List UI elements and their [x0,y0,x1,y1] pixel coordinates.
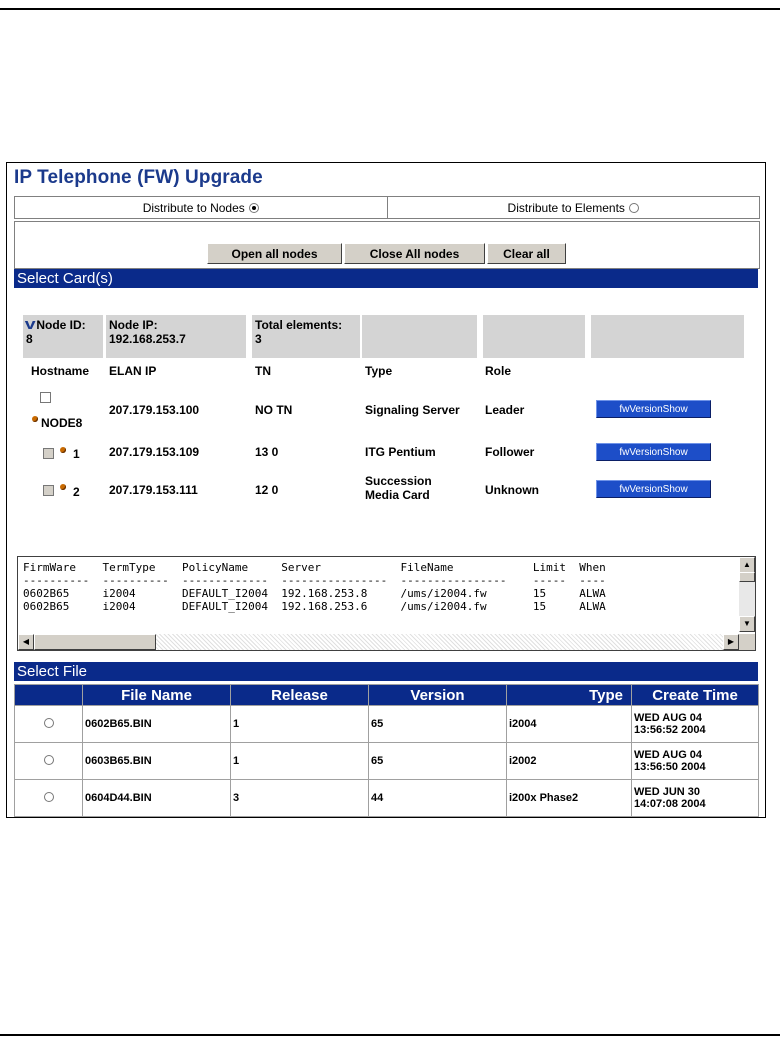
role-cell: Leader [485,403,525,417]
total-elements-value: 3 [255,332,262,346]
create-time-cell [632,743,759,780]
node-id-value: 8 [26,332,33,346]
create-time: 13:56:52 2004 [634,724,706,736]
type-cell: i200x Phase2 [507,780,632,817]
status-dot-icon [32,416,38,422]
node-ip-cell [106,315,246,358]
horizontal-scroll-thumb[interactable] [34,634,156,650]
total-elements-cell [252,315,360,358]
scroll-up-icon[interactable]: ▲ [739,557,755,573]
select-node8-checkbox[interactable] [40,392,51,403]
create-date: WED AUG 04 [634,749,703,761]
col-elan-ip: ELAN IP [109,364,157,378]
distribute-elements-radio[interactable] [629,203,639,213]
table-row[interactable] [15,780,759,817]
distribute-nodes-option[interactable] [15,197,387,218]
version-cell: 65 [369,743,507,780]
version-cell: 44 [369,780,507,817]
distribute-nodes-label: Distribute to Nodes [142,200,245,215]
fw-version-show-button[interactable]: fwVersionShow [596,400,711,418]
table-row[interactable] [15,743,759,780]
type-cell: ITG Pentium [365,445,436,459]
distribute-elements-option[interactable] [387,197,760,218]
select-element-2-checkbox [43,485,54,496]
console-output [23,561,606,613]
col-hostname: Hostname [31,364,90,378]
scroll-down-icon[interactable]: ▼ [739,616,755,632]
type-cell: i2004 [507,706,632,743]
close-all-nodes-button[interactable]: Close All nodes [344,243,485,264]
collapse-node-icon[interactable]: v [24,316,36,333]
file-radio-cell[interactable] [15,706,83,743]
console-line: ---------- ---------- ------------- ---------------- ---------------- ----- ---- [23,574,606,587]
tn-cell: 13 0 [255,445,279,459]
node-ip-label: Node IP: [109,318,158,332]
type-cell: Signaling Server [365,403,460,417]
page-bottom-rule [0,1034,780,1036]
create-time-cell [632,706,759,743]
status-dot-icon [60,447,66,453]
type-cell: Succession Media Card [365,474,432,502]
open-all-nodes-button[interactable]: Open all nodes [207,243,342,264]
select-file-header: Select File [14,662,758,681]
distribute-elements-label: Distribute to Elements [507,200,625,215]
file-table [14,684,759,817]
file-col-create-time: Create Time [632,685,759,706]
distribute-toggle [14,196,760,219]
status-dot-icon [60,484,66,490]
version-cell: 65 [369,706,507,743]
hostname-cell: 1 [73,447,80,461]
create-time: 13:56:50 2004 [634,761,706,773]
node-head-empty-2 [483,315,585,358]
file-name-cell: 0604D44.BIN [83,780,231,817]
file-col-release: Release [231,685,369,706]
console-line: 0602B65 i2004 DEFAULT_I2004 192.168.253.6 /ums/i2004.fw 15 ALWA [23,600,606,613]
fw-version-show-button[interactable]: fwVersionShow [596,480,711,498]
node-id-label: Node ID: [36,318,86,332]
role-cell: Unknown [485,483,539,497]
app-window [6,162,766,818]
type-cell: i2002 [507,743,632,780]
console-horizontal-scrollbar[interactable] [18,634,739,650]
create-time-cell [632,780,759,817]
role-cell: Follower [485,445,535,459]
console-line: 0602B65 i2004 DEFAULT_I2004 192.168.253.8 /ums/i2004.fw 15 ALWA [23,587,606,600]
tn-cell: NO TN [255,403,293,417]
release-cell: 3 [231,780,369,817]
fw-version-console[interactable] [17,556,756,651]
total-elements-label: Total elements: [255,318,343,332]
file-col-type: Type [507,685,632,706]
fw-version-show-button[interactable]: fwVersionShow [596,443,711,461]
console-vertical-scrollbar[interactable] [739,557,755,632]
file-name-cell: 0603B65.BIN [83,743,231,780]
select-card-header: Select Card(s) [14,269,758,288]
scroll-left-icon[interactable]: ◀ [18,634,34,650]
hostname-cell: 2 [73,485,80,499]
elan-ip-cell: 207.179.153.100 [109,403,200,417]
file-col-name: File Name [83,685,231,706]
file-radio-cell[interactable] [15,743,83,780]
file-select-radio[interactable] [44,792,54,802]
scrollbar-corner [739,634,755,650]
table-row[interactable] [15,706,759,743]
release-cell: 1 [231,743,369,780]
create-time: 14:07:08 2004 [634,798,706,810]
node-head-empty-1 [362,315,477,358]
node-id-cell[interactable] [23,315,103,358]
console-line: FirmWare TermType PolicyName Server FileName Limit When [23,561,606,574]
release-cell: 1 [231,706,369,743]
col-type: Type [365,364,393,378]
hostname-cell: NODE8 [41,416,83,430]
node-ip-value: 192.168.253.7 [109,332,186,346]
file-select-radio[interactable] [44,718,54,728]
page-top-rule [0,8,780,10]
node-head-empty-3 [591,315,744,358]
file-col-select [15,685,83,706]
page-title: IP Telephone (FW) Upgrade [14,167,263,188]
create-date: WED AUG 04 [634,712,703,724]
file-name-cell: 0602B65.BIN [83,706,231,743]
file-table-header [15,685,759,706]
distribute-nodes-radio[interactable] [249,203,259,213]
file-col-version: Version [369,685,507,706]
elan-ip-cell: 207.179.153.109 [109,445,200,459]
scroll-thumb[interactable] [739,572,755,582]
clear-all-button[interactable]: Clear all [487,243,566,264]
elan-ip-cell: 207.179.153.111 [109,483,198,497]
col-tn: TN [255,364,271,378]
create-date: WED JUN 30 [634,786,701,798]
tn-cell: 12 0 [255,483,279,497]
node-action-panel [14,221,760,269]
file-select-radio[interactable] [44,755,54,765]
select-element-1-checkbox [43,448,54,459]
scroll-right-icon[interactable]: ▶ [723,634,739,650]
file-radio-cell[interactable] [15,780,83,817]
col-role: Role [485,364,512,378]
